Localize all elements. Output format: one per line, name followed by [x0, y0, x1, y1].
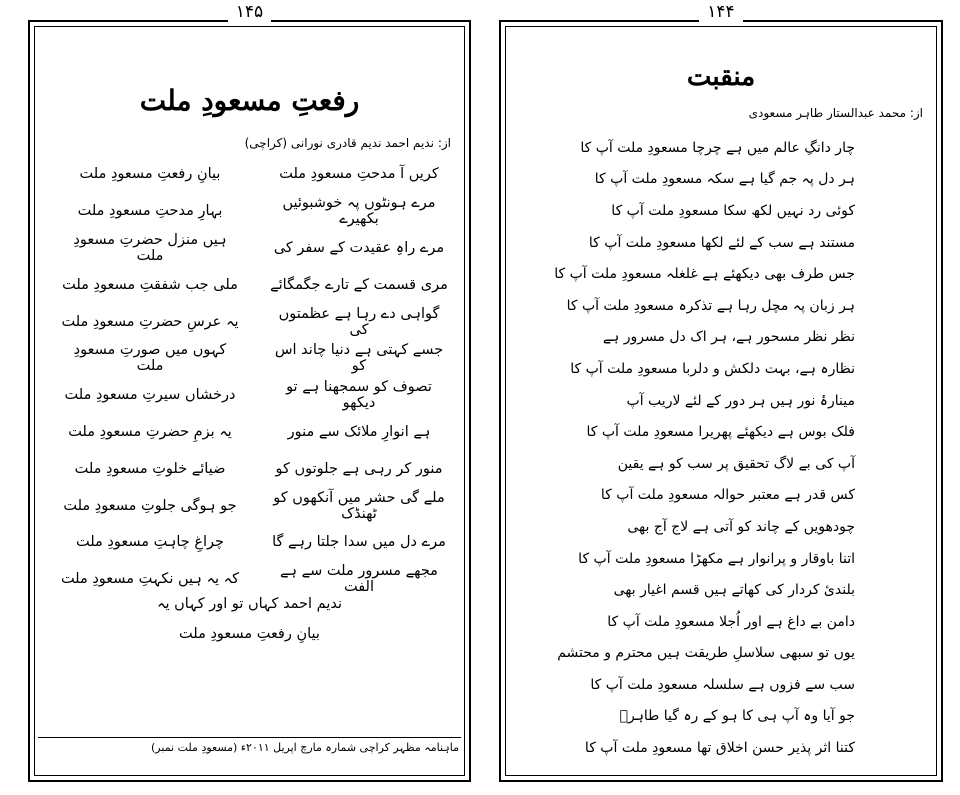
second-line: ضیائے خلوتِ مسعودِ ملت [74, 460, 226, 477]
second-line: چراغِ چاہتِ مسعودِ ملت [75, 534, 225, 551]
footer-note: ماہنامہ مظہر کراچی شمارہ مارچ اپریل ۲۰۱۱ء (مسعودِ ملت نمبر) [151, 741, 459, 754]
second-line: یہ بزمِ حضرتِ مسعودِ ملت [68, 423, 232, 440]
footer-rule [38, 737, 461, 738]
couplet [60, 561, 449, 598]
verse-line: جو آیا وہ آپ ہی کا ہو کے رہ گیا طاہرؔ [619, 708, 855, 725]
couplet [60, 487, 449, 524]
closing-line-1: ندیم احمد کہاں تو اور کہاں یہ [157, 596, 342, 612]
couplet [60, 414, 449, 451]
first-line: گواہی دے رہا ہے عظمتوں کی [278, 305, 440, 338]
verse-line: سب سے فزوں ہے سلسلہ مسعودِ ملت آپ کا [590, 676, 855, 693]
second-line: درخشاں سیرتِ مسعودِ ملت [64, 387, 236, 404]
closing-line-2: بیانِ رفعتِ مسعودِ ملت [179, 626, 320, 642]
page-number: ۱۴۴ [501, 2, 941, 22]
second-line: کہ یہ ہیں نکہتِ مسعودِ ملت [60, 571, 240, 588]
verse-line: فلک بوس ہے دیکھئے پھریرا مسعودِ ملت آپ کا [586, 424, 855, 441]
first-line: منور کر رہی ہے جلوتوں کو [275, 460, 443, 477]
second-line: یہ عرسِ حضرتِ مسعودِ ملت [61, 313, 239, 330]
right-page [499, 2, 943, 782]
first-line: مرے ہونٹوں پہ خوشبوئیں بکھیرے [282, 195, 436, 228]
couplet [60, 377, 449, 414]
verse-line: کوئی رد نہیں لکھ سکا مسعودِ ملت آپ کا [611, 202, 855, 219]
couplet [60, 230, 449, 267]
verse-line: اتنا باوقار و پرانوار ہے مکھڑا مسعودِ ملت آپ کا [578, 550, 855, 567]
verse-line: جس طرف بھی دیکھئے ہے غلغلہ مسعودِ ملت آپ کا [554, 266, 855, 283]
page-title: رفعتِ مسعودِ ملت [139, 84, 360, 117]
first-line: ملے گی حشر میں آنکھوں کو ٹھنڈک [273, 489, 445, 522]
verse-list [554, 132, 855, 764]
couplet [60, 303, 449, 340]
first-line: تصوف کو سمجھنا ہے تو دیکھو [286, 379, 432, 412]
verse-line: چودھویں کے چاند کو آتی ہے لاج آج بھی [627, 518, 855, 535]
couplet [60, 266, 449, 303]
verse-line: مینارۂ نور ہیں ہر دور کے لئے لاریب آپ [626, 392, 855, 409]
verse-line: نظر نظر مسحور ہے، ہر اک دل مسرور ہے [602, 329, 855, 346]
second-line: ہیں منزل حضرتِ مسعودِ ملت [73, 231, 227, 264]
page-number: ۱۴۵ [30, 2, 469, 22]
verse-line: چار دانگِ عالم میں ہے چرچا مسعودِ ملت آپ کا [580, 139, 855, 156]
second-line: جو ہوگی جلوتِ مسعودِ ملت [63, 497, 237, 514]
first-line: کریں آ مدحتِ مسعودِ ملت [279, 166, 439, 183]
second-line: کہوں میں صورتِ مسعودِ ملت [73, 342, 227, 375]
verse-line: ہر زبان پہ مچل رہا ہے تذکرہ مسعودِ ملت آپ کا [566, 297, 855, 314]
second-line: ملی جب شفقتِ مسعودِ ملت [62, 276, 238, 293]
first-line: مرے دل میں سدا جلتا رہے گا [272, 534, 446, 551]
couplet [60, 156, 449, 193]
verse-line: مستند ہے سب کے لئے لکھا مسعودِ ملت آپ کا [588, 234, 855, 251]
second-line: بیانِ رفعتِ مسعودِ ملت [79, 166, 221, 183]
first-line: ہے انوارِ ملائک سے منور [287, 423, 431, 440]
verse-line: ہر دل پہ جم گیا ہے سکہ مسعودِ ملت آپ کا [594, 171, 855, 188]
couplet [60, 340, 449, 377]
first-line: مجھے مسرور ملت سے ہے الفت [280, 563, 438, 596]
first-line: جسے کہتی ہے دنیا چاند اس کو [274, 342, 444, 375]
verse-line: کتنا اثر پذیر حسن اخلاق تھا مسعودِ ملت آپ کا [584, 740, 855, 757]
second-line: بہارِ مدحتِ مسعودِ ملت [77, 203, 223, 220]
first-line: مری قسمت کے تارے جگمگائے [270, 276, 448, 293]
byline: از: ندیم احمد ندیم قادری نورانی (کراچی) [244, 136, 451, 150]
couplet-list [60, 156, 449, 598]
first-line: مرے راہِ عقیدت کے سفر کی [273, 239, 445, 256]
verse-line: آپ کی بے لاگ تحقیق پر سب کو ہے یقین [617, 455, 855, 472]
verse-line: کس قدر ہے معتبر حوالہ مسعودِ ملت آپ کا [600, 487, 855, 504]
verse-line: نظارہ ہے، بہت دلکش و دلربا مسعودِ ملت آپ کا [570, 360, 855, 377]
couplet [60, 193, 449, 230]
byline: از: محمد عبدالستار طاہر مسعودی [748, 106, 923, 120]
verse-line: دامن بے داغ ہے اور اُجلا مسعودِ ملت آپ کا [607, 613, 855, 630]
couplet [60, 524, 449, 561]
left-page [28, 2, 471, 782]
verse-line: بلندیٔ کردار کی کھاتے ہیں قسم اغیار بھی [613, 582, 855, 599]
verse-line: یوں تو سبھی سلاسلِ طریقت ہیں محترم و محتشم [557, 645, 855, 662]
couplet [60, 450, 449, 487]
page-title: منقبت [686, 62, 756, 92]
